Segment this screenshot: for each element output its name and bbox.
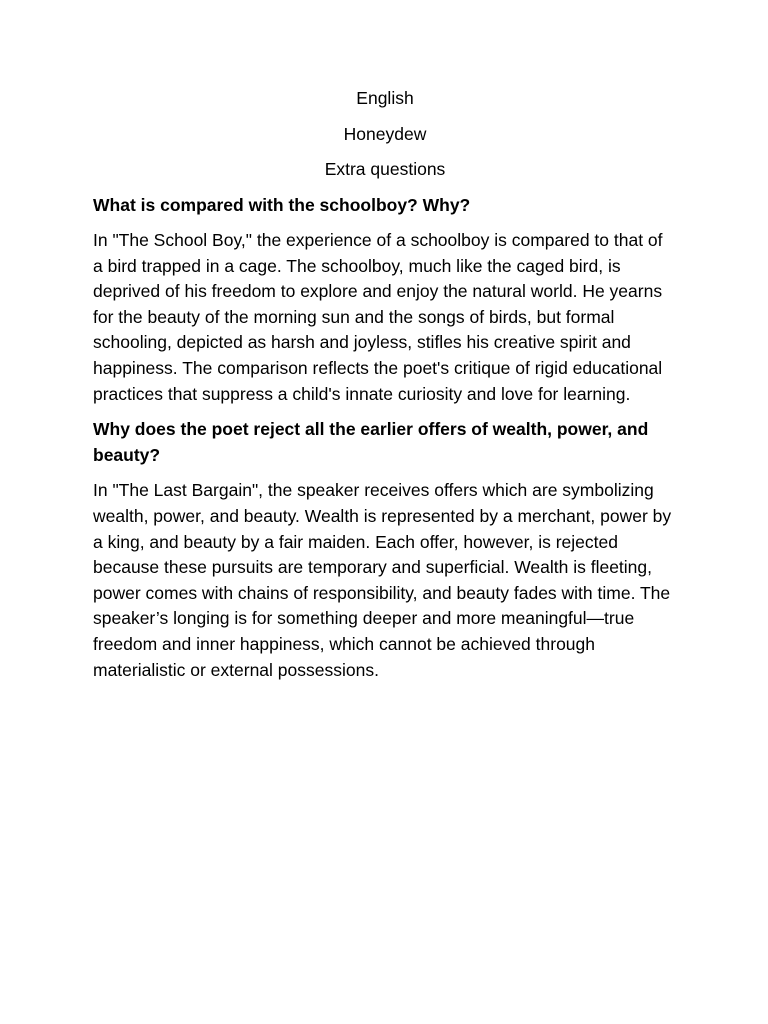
question-2: Why does the poet reject all the earlier offers of wealth, power, and beauty? [93,419,649,465]
subject-heading: English [356,88,414,108]
book-heading: Honeydew [343,123,427,144]
section-heading: Extra questions [324,159,446,179]
answer-2: In "The Last Bargain", the speaker receives offers which are symbolizing wealth, power, and beauty. Wealth is represented by a merchant, power by a king, and beauty by a fair maiden. Each offer, however, is rejected because these pursuits are temporary and superficial. Wealth is fleeting, power comes with chains of responsibility, and beauty fades with time. The speaker’s longing is for something deeper and more meaningful—true freedom and inner happiness, which cannot be achieved through materialistic or external possessions. [93,480,672,680]
answer-1: In "The School Boy," the experience of a schoolboy is compared to that of a bird trapped in a cage. The schoolboy, much like the caged bird, is deprived of his freedom to explore and enjoy the natural world. He yearns for the beauty of the morning sun and the songs of birds, but formal schooling, depicted as harsh and joyless, stifles his creative spirit and happiness. The comparison reflects the poet's critique of rigid educational practices that suppress a child's innate curiosity and love for learning. [93,230,663,404]
document-page [93,86,677,693]
question-1: What is compared with the schoolboy? Why? [93,194,471,215]
